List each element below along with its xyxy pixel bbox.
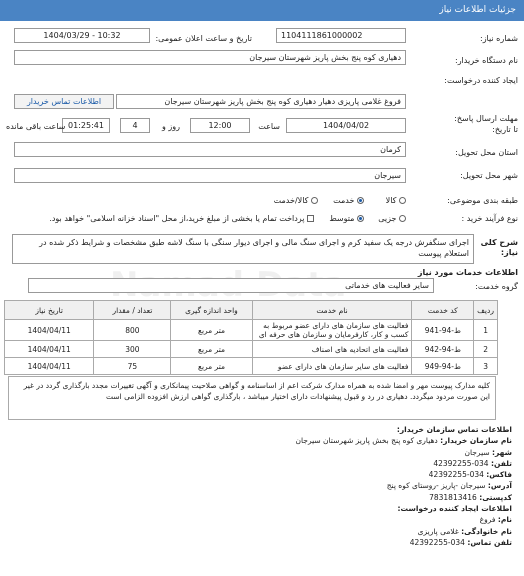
buyer-contact-link[interactable]: اطلاعات تماس خریدار [14, 94, 114, 109]
table-row [5, 320, 498, 341]
cell-date: 1404/04/11 [5, 358, 94, 375]
buyer-org-label: نام دستگاه خریدار: [455, 56, 518, 65]
city-label: شهر محل تحویل: [460, 171, 518, 180]
cell-row: 3 [474, 358, 498, 375]
col-row: ردیف [474, 301, 498, 320]
contact-line: آدرس: سیرجان -پاریز -روستای کوه پنج [386, 481, 512, 491]
announce-date-label: تاریخ و ساعت اعلان عمومی: [155, 34, 252, 43]
col-quantity: تعداد / مقدار [94, 301, 171, 320]
summary-label: شرح کلی نیاز: [480, 238, 518, 257]
deadline-time: 12:00 [190, 118, 250, 133]
cell-name: فعالیت های اتحادیه های اصناف [252, 341, 412, 358]
category-option-service[interactable]: خدمت [333, 196, 364, 205]
cell-name: فعالیت های سایر سازمان های دارای عضو [252, 358, 412, 375]
cell-unit: متر مربع [171, 341, 252, 358]
radio-icon [399, 197, 406, 204]
cell-unit: متر مربع [171, 358, 252, 375]
deadline-time-label: ساعت [258, 122, 280, 131]
service-group-label: گروه خدمت: [475, 282, 518, 291]
contact-line: اطلاعات ایجاد کننده درخواست: [397, 504, 512, 514]
cell-code: ط-94-941 [412, 320, 474, 341]
contact-line: فاکس: 034-42392255 [428, 470, 512, 480]
col-unit: واحد اندازه گیری [171, 301, 252, 320]
contact-line: تلفن: 034-42392255 [433, 458, 512, 468]
cell-quantity: 800 [94, 320, 171, 341]
category-option-goods-service[interactable]: کالا/خدمت [274, 196, 318, 205]
cell-row: 2 [474, 341, 498, 358]
col-code: کد خدمت [412, 301, 474, 320]
category-label: طبقه بندی موضوعی: [447, 196, 518, 205]
services-table [4, 300, 498, 375]
category-option-goods[interactable]: کالا [386, 196, 406, 205]
deadline-countdown: 01:25:41 [62, 118, 110, 133]
province-value: کرمان [14, 142, 406, 157]
province-label: استان محل تحویل: [455, 148, 518, 157]
radio-icon [399, 215, 406, 222]
contact-line: کدپستی: 7831813416 [429, 492, 512, 502]
deadline-label: مهلت ارسال پاسخ: [454, 114, 518, 123]
service-group-value: سایر فعالیت های خدماتی [28, 278, 434, 293]
city-value: سیرجان [14, 168, 406, 183]
process-option-medium[interactable]: متوسط [329, 214, 364, 223]
radio-selected-icon [357, 197, 364, 204]
cell-row: 1 [474, 320, 498, 341]
cell-unit: متر مربع [171, 320, 252, 341]
cell-quantity: 75 [94, 358, 171, 375]
creator-label: ایجاد کننده درخواست: [444, 76, 518, 85]
cell-code: ط-94-942 [412, 341, 474, 358]
contact-line: نام: فروغ [479, 515, 512, 525]
radio-icon [311, 197, 318, 204]
need-number-value: 1104111861000002 [276, 28, 406, 43]
city-row [0, 162, 524, 184]
summary-value: اجرای سنگفرش درجه یک سفید کرم و اجرای سنگ مالی و اجرای دیوار سنگی با سنگ لاشه طبق مشخصات و شرایط ذکر شده در استعلام پیوست [12, 234, 474, 264]
process-option-minor[interactable]: جزیی [378, 214, 406, 223]
deadline-date: 1404/04/02 [286, 118, 406, 133]
col-name: نام خدمت [252, 301, 412, 320]
services-section-title: اطلاعات خدمات مورد نیاز [417, 268, 518, 277]
buyer-notes: کلیه مدارک پیوست مهر و امضا شده به همراه مدارک شرکت اعم از اساسنامه و گواهی صلاحیت پیمانکاری و آگهی تغییرات مجدد بارگذاری گردد در غیر این صورت مردود میگردد. دهیاری در رد و قبول پیشنهادات دارای اختیار میباشد ، بارگذاری گواهی ارزش افزوده الزامی است [8, 376, 496, 420]
process-row [0, 206, 524, 228]
province-row [0, 142, 524, 164]
table-row [5, 358, 498, 375]
page-title: جزئیات اطلاعات نیاز [439, 5, 516, 15]
treasury-checkbox[interactable]: پرداخت تمام یا بخشی از مبلغ خرید،از محل "اسناد خزانه اسلامی" خواهد بود. [49, 214, 314, 223]
process-label: نوع فرآیند خرید : [461, 214, 518, 223]
creator-value: فروغ غلامی پاریزی دهیار دهیاری کوه پنج بخش پاریز شهرستان سیرجان [116, 94, 406, 109]
table-header-row [5, 301, 498, 320]
buyer-org-value: دهیاری کوه پنج بخش پاریز شهرستان سیرجان [14, 50, 406, 65]
cell-quantity: 300 [94, 341, 171, 358]
deadline-day-label: روز و [162, 122, 180, 131]
radio-selected-icon [357, 215, 364, 222]
need-number-label: شماره نیاز: [480, 34, 518, 43]
need-number-row [0, 28, 524, 50]
contact-title: اطلاعات تماس سازمان خریدار: [396, 425, 512, 434]
buyer-contact-info [296, 424, 512, 548]
service-group-row [0, 280, 524, 302]
creator-row [0, 72, 524, 106]
contact-line: نام سازمان خریدار: دهیاری کوه پنج بخش پاریز شهرستان سیرجان [295, 436, 512, 446]
deadline-until-label: تا تاریخ: [492, 125, 518, 134]
contact-line: شهر: سیرجان [464, 447, 512, 457]
cell-date: 1404/04/11 [5, 320, 94, 341]
col-date: تاریخ نیاز [5, 301, 94, 320]
contact-line: تلفن تماس: 034-42392255 [409, 537, 512, 547]
cell-code: ط-94-949 [412, 358, 474, 375]
contact-line: نام خانوادگی: غلامی پاریزی [417, 526, 512, 536]
deadline-row [0, 116, 524, 138]
checkbox-icon [307, 215, 314, 222]
summary-row [0, 232, 524, 264]
cell-date: 1404/04/11 [5, 341, 94, 358]
deadline-days: 4 [120, 118, 150, 133]
table-row [5, 341, 498, 358]
page-header [0, 0, 524, 21]
buyer-org-row [0, 50, 524, 72]
deadline-remaining-label: ساعت باقی مانده [6, 122, 66, 131]
announce-date-value: 1404/03/29 - 10:32 [14, 28, 150, 43]
cell-name: فعالیت های سازمان های دارای عضو مربوط به کسب و کار، کارفرمایان و سازمان های حرفه ای [252, 320, 412, 341]
